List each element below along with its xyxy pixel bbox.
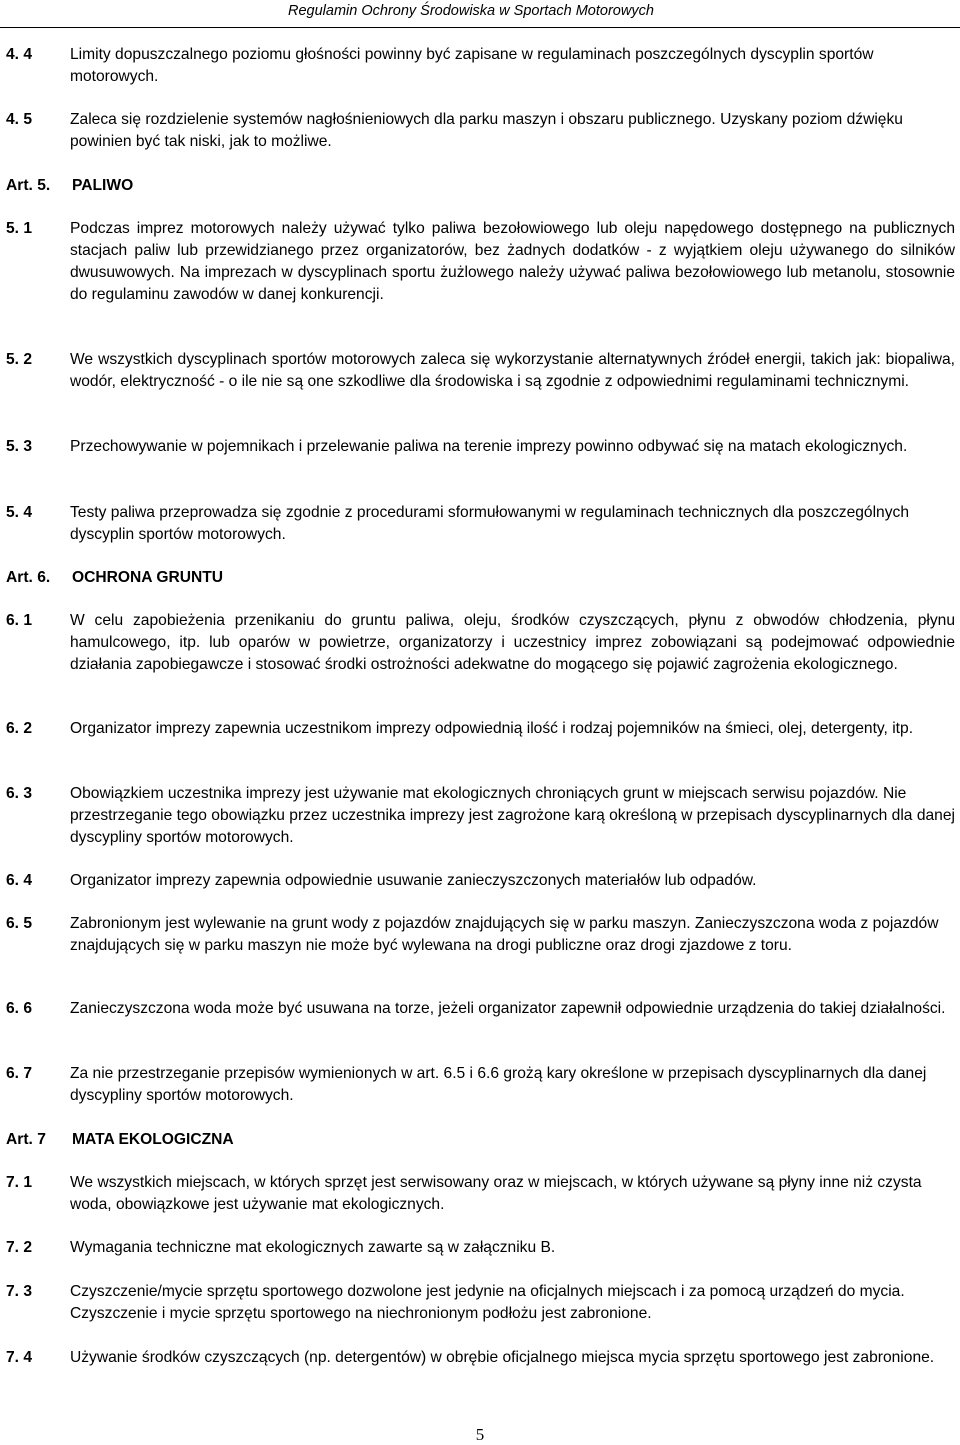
paragraph-number: 6. 3 xyxy=(6,785,33,802)
paragraph-text: Zanieczyszczona woda może być usuwana na torze, jeżeli organizator zapewnił odpowiednie urządzenia do takiej działalności. xyxy=(70,1000,946,1017)
article-title: MATA EKOLOGICZNA xyxy=(72,1131,234,1148)
paragraph-number: 6. 2 xyxy=(6,720,33,737)
paragraph-text: Organizator imprezy zapewnia odpowiednie usuwanie zanieczyszczonych materiałów lub odpadów. xyxy=(70,872,757,889)
paragraph-number: 5. 2 xyxy=(6,351,33,368)
paragraph-number: 6. 4 xyxy=(6,872,33,889)
paragraph-number: 6. 7 xyxy=(6,1065,33,1082)
header-divider xyxy=(0,27,960,28)
paragraph-text: Zabronionym jest wylewanie na grunt wody z pojazdów znajdujących się w parku maszyn. Zanieczyszczona woda z pojazdów znajdujących się w parku maszyn nie może być wylewana na drogi publiczne oraz drogi zjazdowe z toru. xyxy=(70,915,939,954)
paragraph-text: We wszystkich miejscach, w których sprzęt jest serwisowany oraz w miejscach, w których używane są płyny inne niż czysta woda, obowiązkowe jest używanie mat ekologicznych. xyxy=(70,1174,922,1213)
paragraph-number: 6. 1 xyxy=(6,612,33,629)
paragraph-number: 4. 4 xyxy=(6,46,33,63)
document-title: Regulamin Ochrony Środowiska w Sportach Motorowych xyxy=(288,3,654,19)
paragraph-text: Wymagania techniczne mat ekologicznych zawarte są w załączniku B. xyxy=(70,1239,556,1256)
article-label: Art. 6. xyxy=(6,569,51,586)
paragraph-number: 5. 1 xyxy=(6,220,33,237)
paragraph-text: Używanie środków czyszczących (np. detergentów) w obrębie oficjalnego miejsca mycia sprzętu sportowego jest zabronione. xyxy=(70,1349,935,1366)
paragraph-text: Podczas imprez motorowych należy używać tylko paliwa bezołowiowego lub oleju napędowego dostępnego na publicznych stacjach paliw lub przewidzianego przez organizatorów, bez żadnych dodatków - z wyjątkiem oleju używanego do silników dwusuwowych. Na imprezach w dyscyplinach sportu żużlowego należy używać paliwa bezołowiowego lub metanolu, stosownie do regulaminu zawodów w danej konkurencji. xyxy=(70,220,955,303)
paragraph-text: Zaleca się rozdzielenie systemów nagłośnieniowych dla parku maszyn i obszaru publicznego. Uzyskany poziom dźwięku powinien być tak niski, jak to możliwe. xyxy=(70,111,903,150)
paragraph-text: Obowiązkiem uczestnika imprezy jest używanie mat ekologicznych chroniących grunt w miejscach serwisu pojazdów. Nie przestrzeganie tego obowiązku przez uczestnika imprezy jest zagrożone karą określoną w przepisach dyscyplinarnych dla danej dyscypliny sportów motorowych. xyxy=(70,785,955,846)
paragraph-number: 7. 2 xyxy=(6,1239,33,1256)
paragraph-number: 7. 4 xyxy=(6,1349,33,1366)
paragraph-number: 5. 3 xyxy=(6,438,33,455)
paragraph-text: W celu zapobieżenia przenikaniu do gruntu paliwa, oleju, środków czyszczących, płynu z obwodów chłodzenia, płynu hamulcowego, itp. lub oparów w powietrze, organizatorzy i uczestnicy imprez zobowiązani są podejmować odpowiednie działania zapobiegawcze i stosować środki ostrożności adekwatne do mogącego się pojawić zagrożenia ekologicznego. xyxy=(70,612,955,673)
paragraph-number: 7. 1 xyxy=(6,1174,33,1191)
paragraph-number: 5. 4 xyxy=(6,504,33,521)
paragraph-text: Za nie przestrzeganie przepisów wymienionych w art. 6.5 i 6.6 grożą kary określone w przepisach dyscyplinarnych dla danej dyscypliny sportów motorowych. xyxy=(70,1065,927,1104)
paragraph-number: 6. 6 xyxy=(6,1000,33,1017)
article-label: Art. 7 xyxy=(6,1131,46,1148)
paragraph-text: We wszystkich dyscyplinach sportów motorowych zaleca się wykorzystanie alternatywnych źródeł energii, takich jak: biopaliwa, wodór, elektryczność - o ile nie są one szkodliwe dla środowiska i są zgodnie z odpowiednimi regulaminami technicznymi. xyxy=(70,351,955,390)
paragraph-text: Limity dopuszczalnego poziomu głośności powinny być zapisane w regulaminach poszczególnych dyscyplin sportów motorowych. xyxy=(70,46,874,85)
article-title: PALIWO xyxy=(72,177,134,194)
paragraph-number: 4. 5 xyxy=(6,111,33,128)
page-header xyxy=(0,0,960,32)
paragraph-text: Przechowywanie w pojemnikach i przelewanie paliwa na terenie imprezy powinno odbywać się na matach ekologicznych. xyxy=(70,438,908,455)
article-title: OCHRONA GRUNTU xyxy=(72,569,224,586)
paragraph-number: 7. 3 xyxy=(6,1283,33,1300)
paragraph-text: Czyszczenie/mycie sprzętu sportowego dozwolone jest jedynie na oficjalnych miejscach i za pomocą urządzeń do mycia. Czyszczenie i mycie sprzętu sportowego na niechronionym podłożu jest zabronione. xyxy=(70,1283,905,1322)
paragraph-text: Testy paliwa przeprowadza się zgodnie z procedurami sformułowanymi w regulaminach technicznych dla poszczególnych dyscyplin sportów motorowych. xyxy=(70,504,910,543)
paragraph-number: 6. 5 xyxy=(6,915,33,932)
paragraph-text: Organizator imprezy zapewnia uczestnikom imprezy odpowiednią ilość i rodzaj pojemników na śmieci, olej, detergenty, itp. xyxy=(70,720,914,737)
page-number: 5 xyxy=(475,1425,485,1444)
article-label: Art. 5. xyxy=(6,177,51,194)
